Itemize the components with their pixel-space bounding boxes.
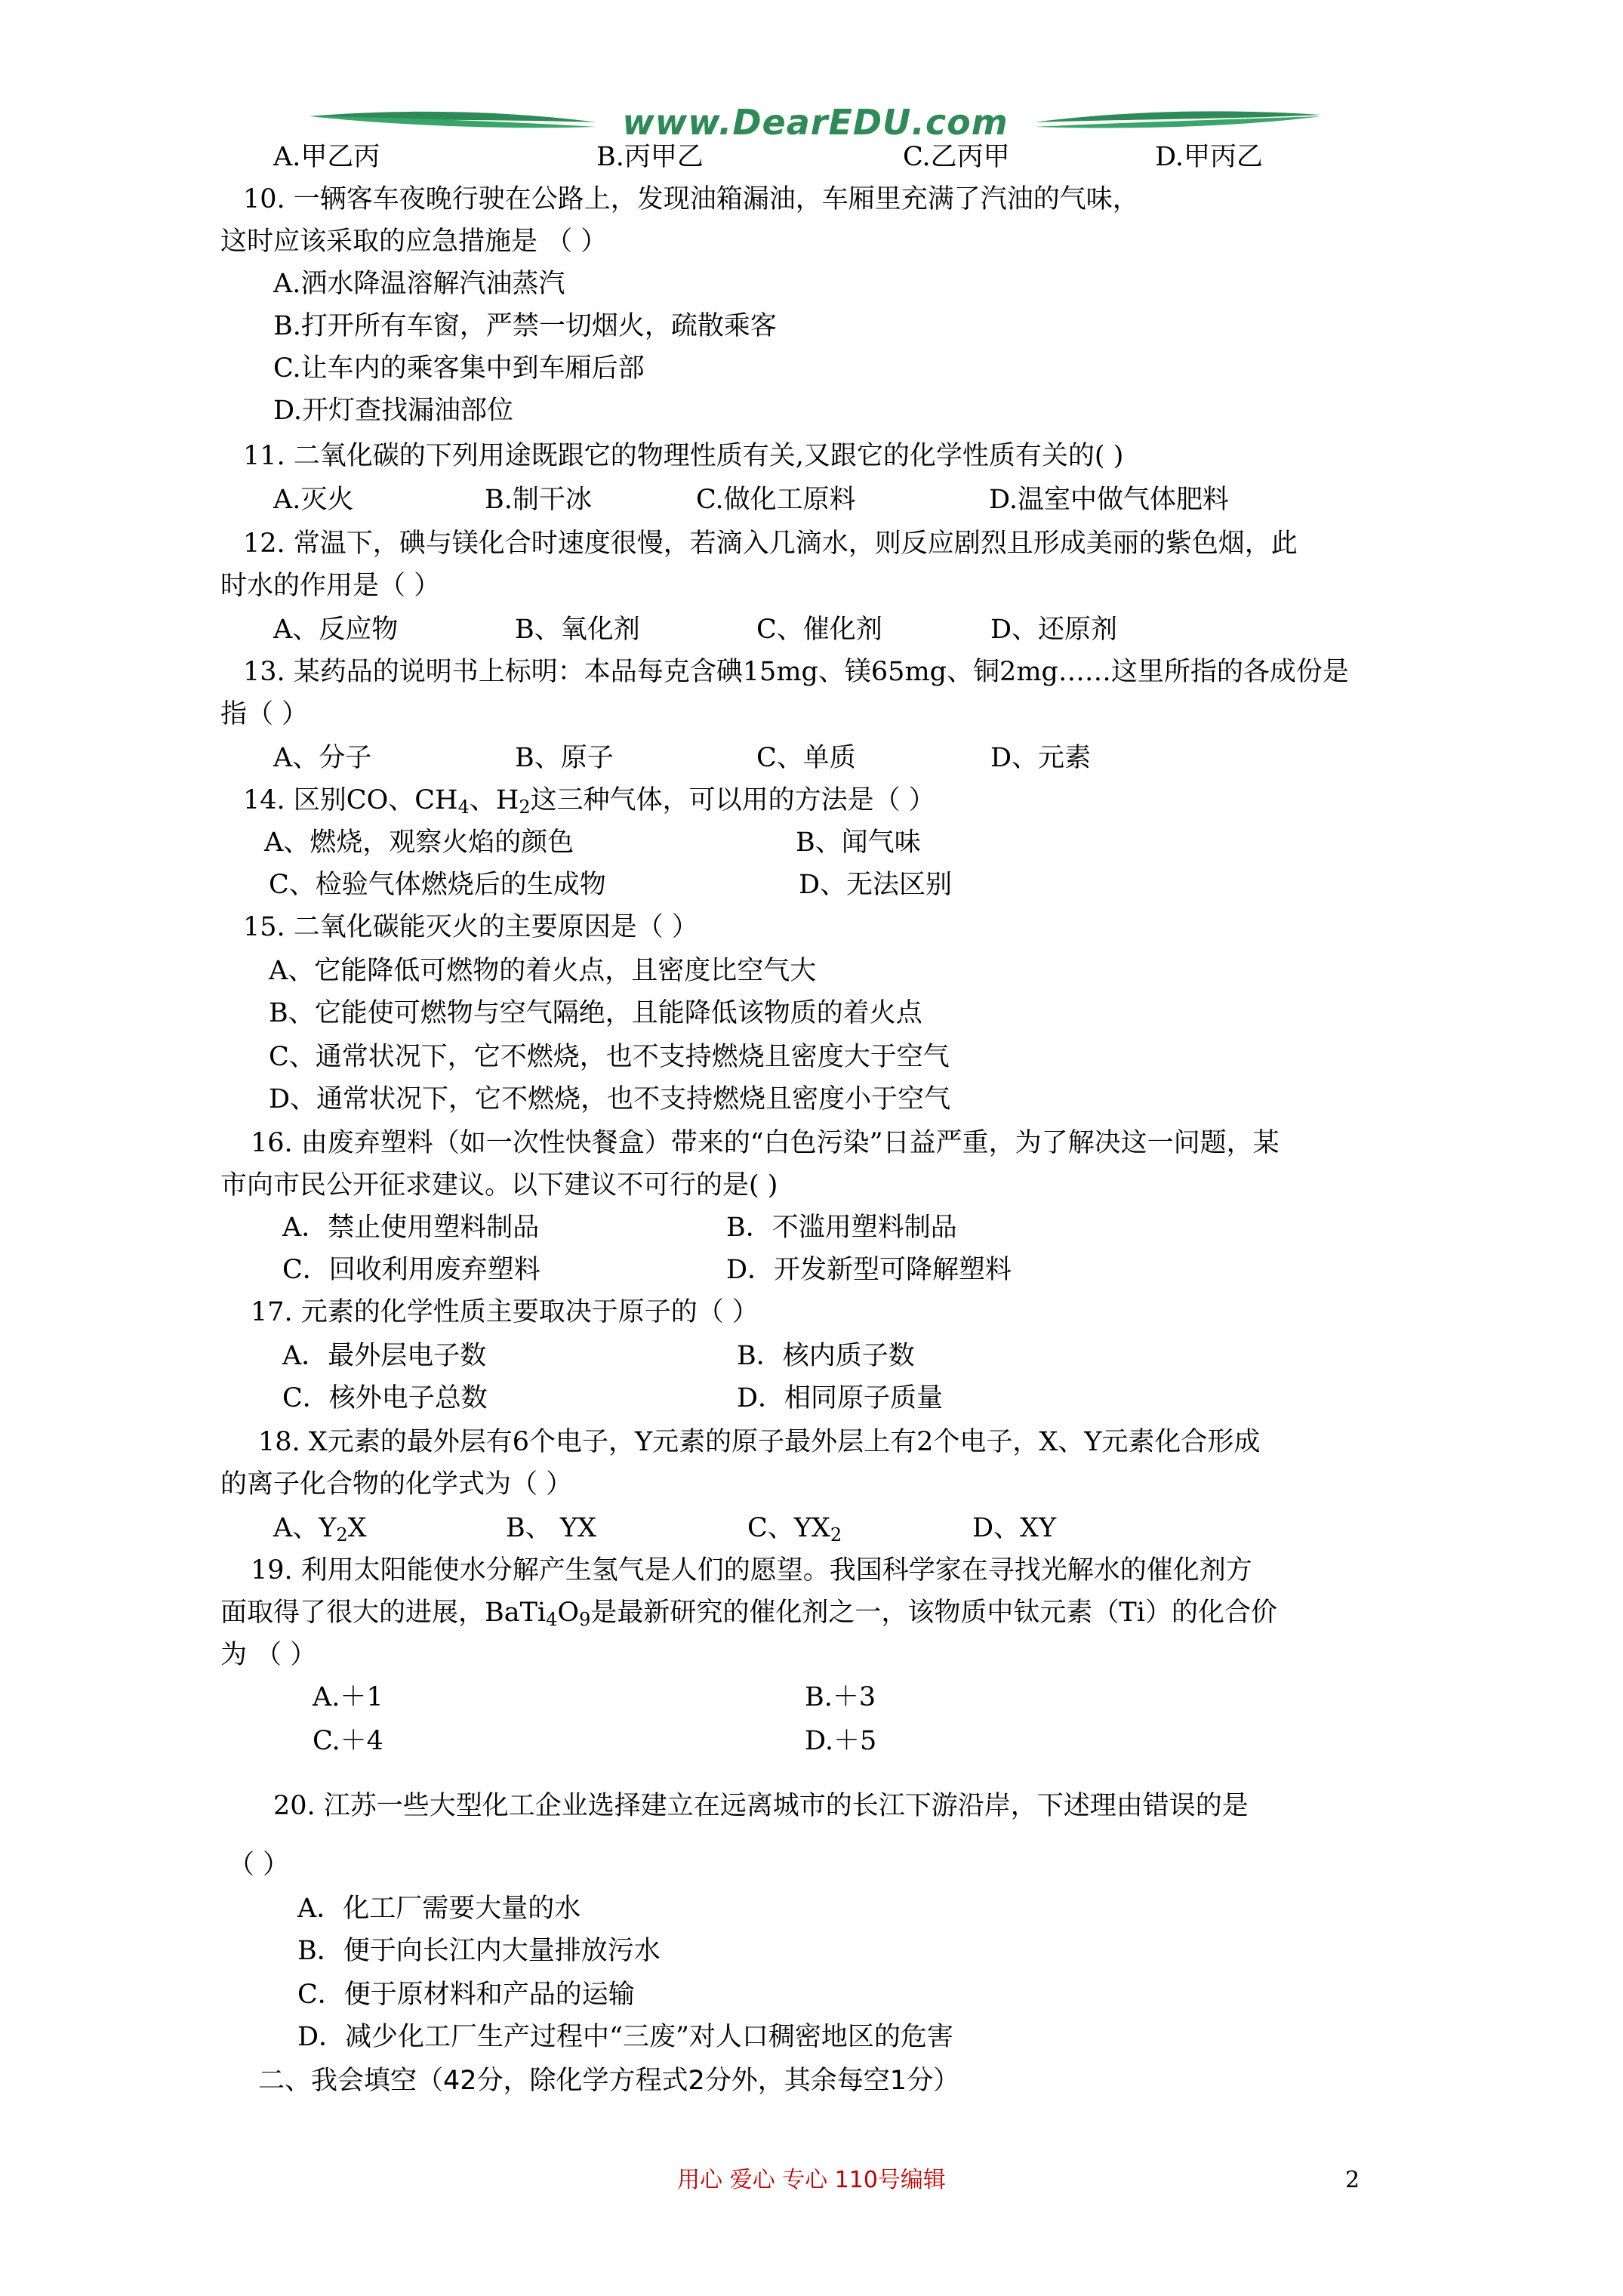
- q17-option-b: B．核内质子数: [737, 1341, 915, 1371]
- q17-option-a: A．最外层电子数: [282, 1341, 487, 1371]
- q9-option-c: C.乙丙甲: [903, 142, 1010, 172]
- q10-option-d: D.开灯查找漏油部位: [273, 396, 513, 426]
- q13-option-d: D、元素: [990, 743, 1092, 773]
- q11-option-a: A.灭火: [273, 485, 354, 515]
- q13-stem-line2: 指（ ）: [220, 699, 309, 729]
- q15-option-d: D、通常状况下，它不燃烧，也不支持燃烧且密度小于空气: [269, 1084, 951, 1114]
- q12-option-b: B、氧化剂: [515, 615, 640, 645]
- q19-option-d: D.＋5: [805, 1726, 877, 1756]
- q19-option-a: A.＋1: [313, 1682, 383, 1712]
- q12-stem-line1: 12. 常温下，碘与镁化合时速度很慢，若滴入几滴水，则反应剧烈且形成美丽的紫色烟，此: [243, 529, 1298, 559]
- q14-option-d: D、无法区别: [799, 870, 953, 900]
- q12-option-d: D、还原剂: [990, 615, 1118, 645]
- q18-option-b: B、 YX: [506, 1513, 596, 1543]
- q13-option-b: B、原子: [515, 743, 614, 773]
- q17-stem: 17. 元素的化学性质主要取决于原子的（ ）: [251, 1297, 759, 1327]
- q10-stem-line1: 10. 一辆客车夜晚行驶在公路上，发现油箱漏油，车厢里充满了汽油的气味，: [243, 184, 1139, 214]
- q16-option-b: B．不滥用塑料制品: [726, 1213, 957, 1243]
- q17-option-d: D．相同原子质量: [737, 1383, 944, 1413]
- q20-option-a: A．化工厂需要大量的水: [297, 1894, 581, 1924]
- site-banner: [310, 100, 1321, 145]
- q12-option-c: C、催化剂: [756, 615, 882, 645]
- q18-option-d: D、XY: [972, 1513, 1057, 1543]
- q15-option-c: C、通常状况下，它不燃烧，也不支持燃烧且密度大于空气: [269, 1042, 950, 1072]
- q13-option-c: C、单质: [756, 743, 856, 773]
- q11-option-c: C.做化工原料: [696, 485, 856, 515]
- q12-option-a: A、反应物: [273, 615, 399, 645]
- q20-option-c: C．便于原材料和产品的运输: [297, 1980, 635, 2010]
- q14-stem: 14. 区别CO、$CH_4$、$H_2$这三种气体，可以用的方法是（ ）: [243, 785, 935, 818]
- q18-stem-line1: 18. X元素的最外层有6个电子，Y元素的原子最外层上有2个电子，X、Y元素化合形成: [258, 1427, 1261, 1457]
- q10-option-b: B.打开所有车窗，严禁一切烟火，疏散乘客: [273, 311, 777, 341]
- q16-option-d: D．开发新型可降解塑料: [726, 1255, 1012, 1285]
- q15-option-a: A、它能降低可燃物的着火点，且密度比空气大: [269, 956, 817, 986]
- q14-option-a: A、燃烧，观察火焰的颜色: [264, 827, 574, 858]
- q19-option-b: B.＋3: [805, 1682, 876, 1712]
- q20-stem-line1: 20. 江苏一些大型化工企业选择建立在远离城市的长江下游沿岸，下述理由错误的是: [273, 1791, 1249, 1821]
- q10-option-a: A.洒水降温溶解汽油蒸汽: [273, 269, 565, 299]
- q9-option-d: D.甲丙乙: [1155, 142, 1263, 172]
- q20-stem-line2: （ ）: [228, 1850, 290, 1880]
- q13-option-a: A、分子: [273, 743, 372, 773]
- q18-option-c: C、$YX_2$: [747, 1513, 842, 1546]
- q11-stem: 11. 二氧化碳的下列用途既跟它的物理性质有关,又跟它的化学性质有关的( ): [243, 441, 1124, 471]
- q15-option-b: B、它能使可燃物与空气隔绝，且能降低该物质的着火点: [269, 998, 922, 1028]
- footer-slogan: 用心 爱心 专心 110号编辑: [677, 2167, 946, 2193]
- q17-option-c: C．核外电子总数: [282, 1383, 488, 1413]
- q12-stem-line2: 时水的作用是（ ）: [220, 571, 441, 601]
- site-url-text: www.DearEDU.com: [622, 102, 1009, 143]
- q19-stem-line2: 面取得了很大的进展，$BaTi_4O_9$是最新研究的催化剂之一，该物质中钛元素（Ti）的化合价: [220, 1598, 1277, 1630]
- q9-option-b: B.丙甲乙: [596, 142, 704, 172]
- q13-stem-line1: 13. 某药品的说明书上标明：本品每克含碘15mg、镁65mg、铜2mg……这里所指的各成份是: [243, 657, 1349, 687]
- q14-option-b: B、闻气味: [796, 827, 921, 858]
- q19-stem-line3: 为 （ ）: [220, 1640, 317, 1670]
- q9-option-a: A.甲乙丙: [273, 142, 380, 172]
- q19-stem-line1: 19. 利用太阳能使水分解产生氢气是人们的愿望。我国科学家在寻找光解水的催化剂方: [251, 1555, 1252, 1586]
- q15-stem: 15. 二氧化碳能灭火的主要原因是（ ）: [243, 912, 698, 942]
- q19-option-c: C.＋4: [313, 1726, 383, 1756]
- q14-option-c: C、检验气体燃烧后的生成物: [269, 870, 606, 900]
- q20-option-d: D．减少化工厂生产过程中“三废”对人口稠密地区的危害: [297, 2022, 953, 2052]
- q10-stem-line2: 这时应该采取的应急措施是 （ ）: [220, 227, 608, 257]
- q11-option-d: D.温室中做气体肥料: [989, 485, 1229, 515]
- q18-option-a: A、$Y_2X$: [273, 1513, 367, 1546]
- q16-stem-line2: 市向市民公开征求建议。以下建议不可行的是( ): [220, 1170, 778, 1200]
- q20-option-b: B．便于向长江内大量排放污水: [297, 1936, 661, 1966]
- q16-option-a: A．禁止使用塑料制品: [282, 1213, 540, 1243]
- q16-stem-line1: 16. 由废弃塑料（如一次性快餐盒）带来的“白色污染”日益严重，为了解决这一问题，某: [251, 1128, 1280, 1158]
- q10-option-c: C.让车内的乘客集中到车厢后部: [273, 353, 645, 384]
- q11-option-b: B.制干冰: [485, 485, 592, 515]
- q16-option-c: C．回收利用废弃塑料: [282, 1255, 540, 1285]
- section2-heading: 二、我会填空（42分，除化学方程式2分外，其余每空1分）: [258, 2066, 960, 2096]
- q18-stem-line2: 的离子化合物的化学式为（ ）: [220, 1469, 573, 1499]
- page-number: 2: [1345, 2167, 1360, 2193]
